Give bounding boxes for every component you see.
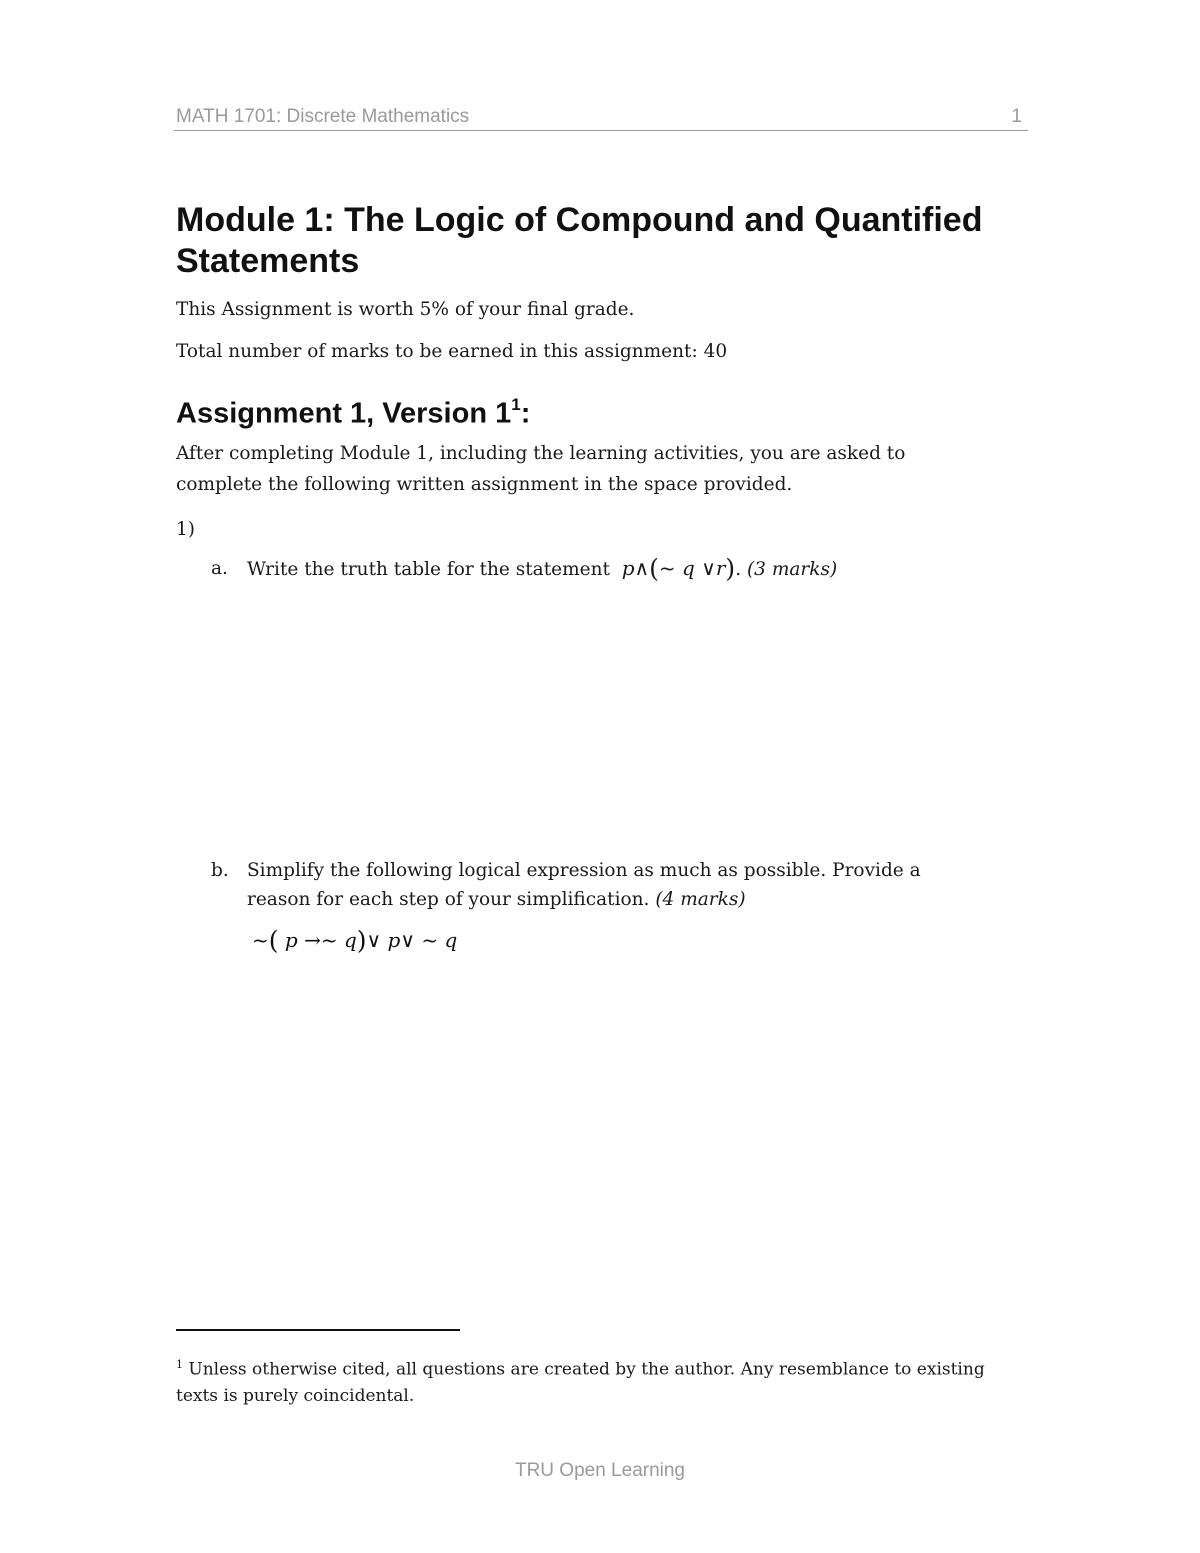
var-q: q [343,928,357,952]
right-paren: ) [725,554,736,583]
question-b-marks: (4 marks) [655,889,746,910]
question-b-expression [252,926,457,955]
footnote-reference: 1 [511,395,521,414]
or-symbol: ∨ [366,928,382,952]
question-b-label: b. [211,860,229,881]
left-paren: ( [268,926,279,955]
instructions-line-2: complete the following written assignment in the space provided. [176,474,793,495]
question-number: 1) [176,519,195,540]
page-number: 1 [1011,106,1022,127]
question-b-line-1: Simplify the following logical expression as much as possible. Provide a [247,860,921,881]
footnote-line-1: Unless otherwise cited, all questions are created by the author. Any resemblance to existing [188,1359,985,1380]
not-symbol: ~ [320,928,338,952]
implies-symbol: → [304,928,321,952]
var-r: r [715,556,726,580]
question-a-marks: (3 marks) [746,559,838,580]
right-paren: ) [356,926,367,955]
left-paren: ( [649,554,659,583]
var-q: q [682,556,695,580]
var-p: p [284,928,298,952]
question-a-label: a. [211,558,228,579]
footnote-marker: 1 [176,1358,183,1371]
assignment-heading-colon: : [520,397,531,430]
instructions-line-1: After completing Module 1, including the learning activities, you are asked to [176,443,906,464]
footnote-rule [176,1329,460,1331]
question-a-text: Write the truth table for the statement [247,559,610,580]
var-p: p [621,556,635,580]
page-footer: TRU Open Learning [514,1460,686,1481]
or-symbol: ∨ [400,928,415,952]
question-b-line-2-text: reason for each step of your simplification. [247,889,650,910]
not-symbol: ~ [658,556,676,580]
var-q: q [444,928,458,952]
question-a-period: . [735,559,742,580]
not-symbol: ~ [421,928,439,952]
assignment-heading-text: Assignment 1, Version 1 [176,397,512,430]
running-header-course: MATH 1701: Discrete Mathematics [176,106,470,127]
question-a-expression [621,554,736,583]
assignment-heading [176,389,530,432]
footnote-line-2: texts is purely coincidental. [176,1385,415,1406]
page-title: Module 1: The Logic of Compound and Quantified Statements [176,201,983,280]
total-marks-text: Total number of marks to be earned in this assignment: 40 [176,341,728,362]
question-b-line-2 [247,884,746,915]
and-symbol: ∧ [634,556,650,580]
not-symbol: ~ [252,928,269,952]
worth-text: This Assignment is worth 5% of your final grade. [176,299,635,320]
question-a [247,553,837,585]
footnote [176,1352,1016,1409]
or-symbol: ∨ [701,556,716,580]
header-rule [174,130,1028,131]
var-p: p [387,928,401,952]
